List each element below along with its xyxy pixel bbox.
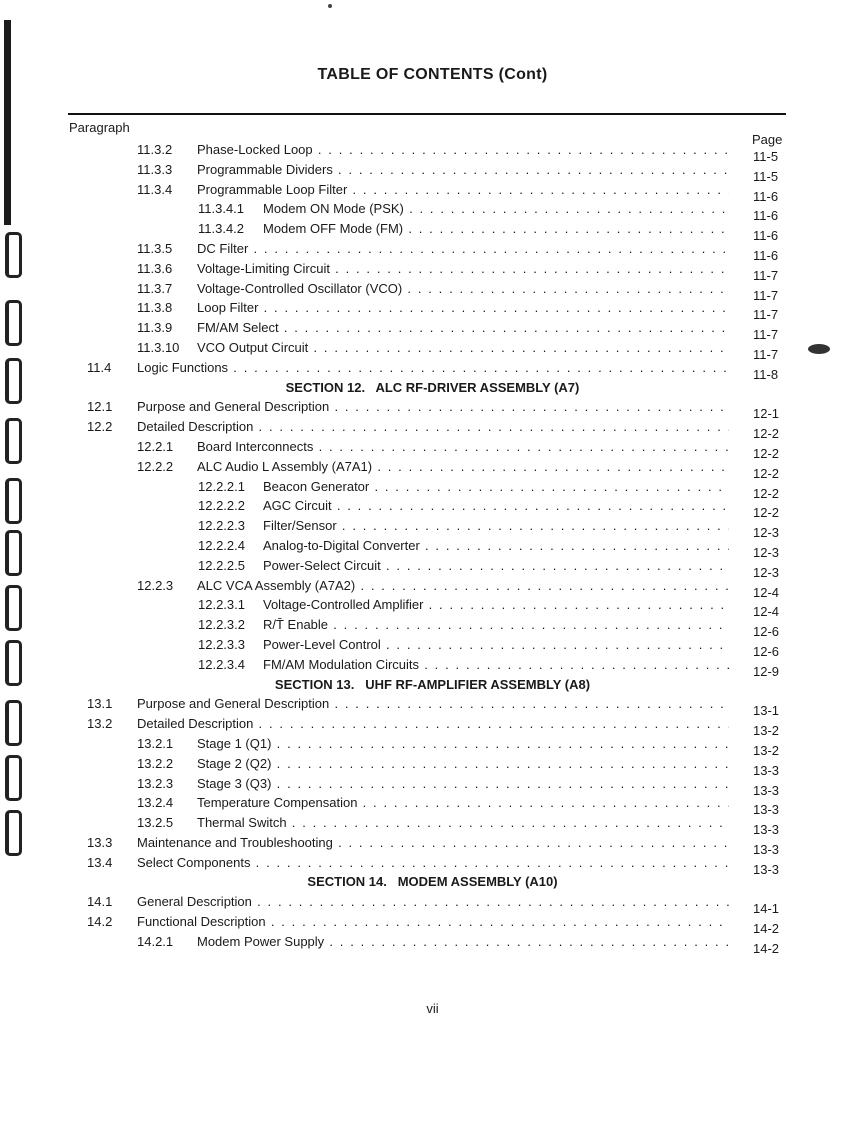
entry-title: Programmable Loop Filter . . . — [197, 180, 729, 200]
toc-entry — [0, 932, 865, 956]
entry-title: Voltage-Controlled Amplifier . . . — [263, 595, 729, 615]
entry-title: Analog-to-Digital Converter . . . — [263, 536, 729, 556]
entry-number: 11.3.7 — [137, 280, 173, 296]
toc-entry — [0, 259, 865, 283]
entry-number: 11.3.6 — [137, 260, 173, 276]
entry-page: 12-6 — [753, 643, 780, 659]
entry-title: DC Filter . . . — [197, 239, 729, 259]
entry-number: 11.3.10 — [137, 339, 180, 355]
toc-entry — [0, 298, 865, 323]
entry-page: 12-4 — [753, 604, 780, 620]
toc-entry — [0, 833, 865, 857]
entry-title: Stage 3 (Q3) . . . — [197, 774, 729, 794]
entry-page: 11-6 — [753, 247, 779, 263]
toc-entry — [0, 853, 865, 877]
entry-title: ALC VCA Assembly (A7A2) . . . — [197, 576, 729, 596]
section-heading — [0, 872, 865, 892]
entry-number: 11.3.4.1 — [198, 201, 245, 217]
entry-number: 11.3.4 — [137, 181, 173, 197]
section-heading — [0, 675, 865, 695]
entry-title: Select Components . . . — [137, 853, 729, 873]
entry-page: 14-2 — [753, 940, 780, 956]
entry-title: Filter/Sensor . . . — [263, 516, 729, 536]
entry-page: 13-1 — [753, 703, 780, 719]
entry-number: 13.4 — [87, 854, 113, 870]
entry-page: 11-7 — [753, 287, 779, 303]
entry-title: Modem ON Mode (PSK) . . . — [263, 199, 729, 219]
entry-number: 11.3.9 — [137, 320, 173, 336]
section-heading — [0, 378, 865, 398]
entry-page: 11-7 — [753, 327, 779, 343]
entry-number: 11.3.8 — [137, 300, 173, 316]
entry-title: Programmable Dividers . . . — [197, 160, 729, 180]
entry-number: 11.4 — [87, 359, 112, 375]
entry-page: 11-7 — [753, 267, 779, 283]
entry-page: 13-3 — [753, 802, 780, 818]
entry-number: 12.2.3.3 — [198, 636, 245, 652]
header-rule — [68, 113, 786, 115]
entry-title: Detailed Description . . . — [137, 714, 729, 734]
entry-number: 11.3.4.2 — [198, 221, 245, 237]
toc-entry — [0, 358, 865, 382]
toc-entry — [0, 655, 865, 679]
entry-title: Modem Power Supply . . . — [197, 932, 729, 952]
toc-entry — [0, 160, 865, 184]
entry-title: General Description . . . — [137, 892, 729, 912]
toc-entry — [0, 615, 865, 640]
entry-number: 12.2.3 — [137, 577, 174, 593]
toc-entry — [0, 813, 865, 838]
entry-number: 11.3.2 — [137, 142, 173, 157]
entry-number: 12.1 — [87, 399, 113, 415]
toc-entry — [0, 595, 865, 620]
entry-page: 11-5 — [753, 149, 779, 164]
toc-entry — [0, 239, 865, 263]
entry-title: FM/AM Modulation Circuits . . . — [263, 655, 729, 675]
entry-page: 11-5 — [753, 168, 779, 184]
toc-entry — [0, 397, 865, 422]
toc-entry — [0, 417, 865, 442]
entry-title: Stage 2 (Q2) . . . — [197, 754, 729, 774]
section-heading-text: SECTION 13. UHF RF-AMPLIFIER ASSEMBLY (A8) — [274, 676, 591, 692]
entry-title: Beacon Generator . . . — [263, 477, 729, 497]
entry-number: 12.2.2.4 — [198, 537, 245, 553]
entry-page: 12-2 — [753, 465, 780, 481]
entry-page: 12-2 — [753, 445, 780, 461]
entry-number: 12.2.1 — [137, 438, 174, 454]
toc-entry — [0, 576, 865, 600]
toc-entry — [0, 496, 865, 521]
entry-page: 13-3 — [753, 762, 780, 778]
entry-page: 12-3 — [753, 564, 780, 580]
entry-title: Phase-Locked Loop . . . — [197, 140, 729, 160]
entry-number: 13.2.1 — [137, 735, 174, 751]
entry-title: Thermal Switch . . . — [197, 813, 729, 833]
entry-number: 12.2 — [87, 419, 113, 435]
toc-entry — [0, 892, 865, 917]
toc-entry — [0, 793, 865, 818]
entry-page: 11-6 — [753, 188, 779, 204]
entry-number: 12.2.2.5 — [198, 557, 245, 573]
toc-entry — [0, 140, 865, 164]
toc-entry — [0, 774, 865, 798]
entry-number: 12.2.2.3 — [198, 518, 245, 534]
entry-page: 12-9 — [753, 663, 780, 679]
page-column-header: Page — [752, 132, 783, 147]
entry-page: 12-2 — [753, 485, 780, 501]
section-heading-text: SECTION 12. ALC RF-DRIVER ASSEMBLY (A7) — [285, 379, 580, 395]
toc-entry — [0, 556, 865, 580]
entry-number: 13.2.4 — [137, 795, 174, 811]
entry-page: 13-2 — [753, 723, 780, 739]
entry-title: Purpose and General Description . . . — [137, 694, 729, 714]
entry-page: 13-3 — [753, 861, 780, 877]
entry-page: 12-2 — [753, 505, 780, 521]
toc-entry — [0, 338, 865, 362]
section-heading-text: SECTION 14. MODEM ASSEMBLY (A10) — [307, 874, 558, 890]
entry-title: Voltage-Controlled Oscillator (VCO) . . . — [197, 279, 729, 299]
entry-number: 14.2.1 — [137, 933, 174, 949]
entry-number: 13.2 — [87, 716, 113, 732]
entry-title: Stage 1 (Q1) . . . — [197, 734, 729, 754]
entry-number: 13.2.2 — [137, 755, 174, 771]
entry-number: 13.3 — [87, 834, 113, 850]
entry-title: Power-Level Control . . . — [263, 635, 729, 655]
toc-entry — [0, 219, 865, 244]
entry-title: Loop Filter . . . — [197, 298, 729, 318]
toc-entry — [0, 694, 865, 719]
entry-page: 12-6 — [753, 624, 780, 640]
entry-title: ALC Audio L Assembly (A7A1) . . . — [197, 457, 729, 477]
entry-page: 12-1 — [753, 406, 780, 422]
entry-number: 13.2.3 — [137, 775, 174, 791]
entry-page: 12-2 — [753, 426, 780, 442]
toc-entry — [0, 734, 865, 758]
toc-entry — [0, 437, 865, 461]
page-title: TABLE OF CONTENTS (Cont) — [317, 66, 548, 83]
entry-title: AGC Circuit . . . — [263, 496, 729, 516]
entry-number: 11.3.5 — [137, 240, 173, 256]
toc-entry — [0, 536, 865, 560]
entry-number: 14.1 — [87, 894, 113, 910]
toc-entry — [0, 516, 865, 541]
scan-speck — [328, 4, 332, 8]
entry-number: 14.2 — [87, 914, 113, 930]
paragraph-column-header: Paragraph — [69, 120, 130, 135]
toc-entry — [0, 635, 865, 659]
entry-title: Board Interconnects . . . — [197, 437, 729, 457]
entry-title: Voltage-Limiting Circuit . . . — [197, 259, 729, 279]
toc-entry — [0, 318, 865, 343]
toc-entry — [0, 912, 865, 937]
entry-page: 12-3 — [753, 544, 780, 560]
entry-number: 12.2.2.2 — [198, 498, 245, 514]
toc-entry — [0, 180, 865, 204]
entry-page: 13-3 — [753, 841, 780, 857]
entry-page: 11-7 — [753, 346, 779, 362]
entry-title: Purpose and General Description . . . — [137, 397, 729, 417]
entry-title: Detailed Description . . . — [137, 417, 729, 437]
toc-list — [0, 140, 865, 956]
toc-entry — [0, 279, 865, 303]
page-number: vii — [426, 1001, 439, 1016]
entry-title: FM/AM Select . . . — [197, 318, 729, 338]
entry-page: 11-6 — [753, 208, 779, 224]
entry-number: 12.2.3.1 — [198, 597, 245, 613]
entry-title: Maintenance and Troubleshooting . . . — [137, 833, 729, 853]
entry-page: 11-8 — [753, 366, 779, 382]
entry-number: 12.2.3.2 — [198, 617, 245, 633]
entry-number: 12.2.3.4 — [198, 656, 245, 672]
entry-page: 13-2 — [753, 742, 780, 758]
entry-title: Modem OFF Mode (FM) . . . — [263, 219, 729, 239]
entry-page: 13-3 — [753, 822, 780, 838]
entry-page: 13-3 — [753, 782, 780, 798]
entry-page: 12-3 — [753, 525, 780, 541]
toc-entry — [0, 754, 865, 778]
entry-number: 12.2.2.1 — [198, 478, 245, 494]
entry-page: 12-4 — [753, 584, 780, 600]
toc-entry — [0, 477, 865, 501]
entry-number: 13.1 — [87, 696, 113, 712]
entry-title: Functional Description . . . — [137, 912, 729, 932]
entry-page: 14-1 — [753, 901, 780, 917]
toc-entry — [0, 714, 865, 739]
entry-page: 11-7 — [753, 307, 779, 323]
entry-page: 14-2 — [753, 921, 780, 937]
entry-number: 11.3.3 — [137, 161, 173, 177]
entry-title: Power-Select Circuit . . . — [263, 556, 729, 576]
entry-title: Logic Functions . . . — [137, 358, 729, 378]
entry-title: VCO Output Circuit . . . — [197, 338, 729, 358]
entry-title: Temperature Compensation . . . — [197, 793, 729, 813]
toc-entry — [0, 457, 865, 481]
toc-entry — [0, 199, 865, 224]
entry-number: 12.2.2 — [137, 458, 174, 474]
entry-title: R/T̄ Enable . . . — [263, 615, 729, 635]
entry-number: 13.2.5 — [137, 815, 174, 831]
entry-page: 11-6 — [753, 228, 779, 244]
